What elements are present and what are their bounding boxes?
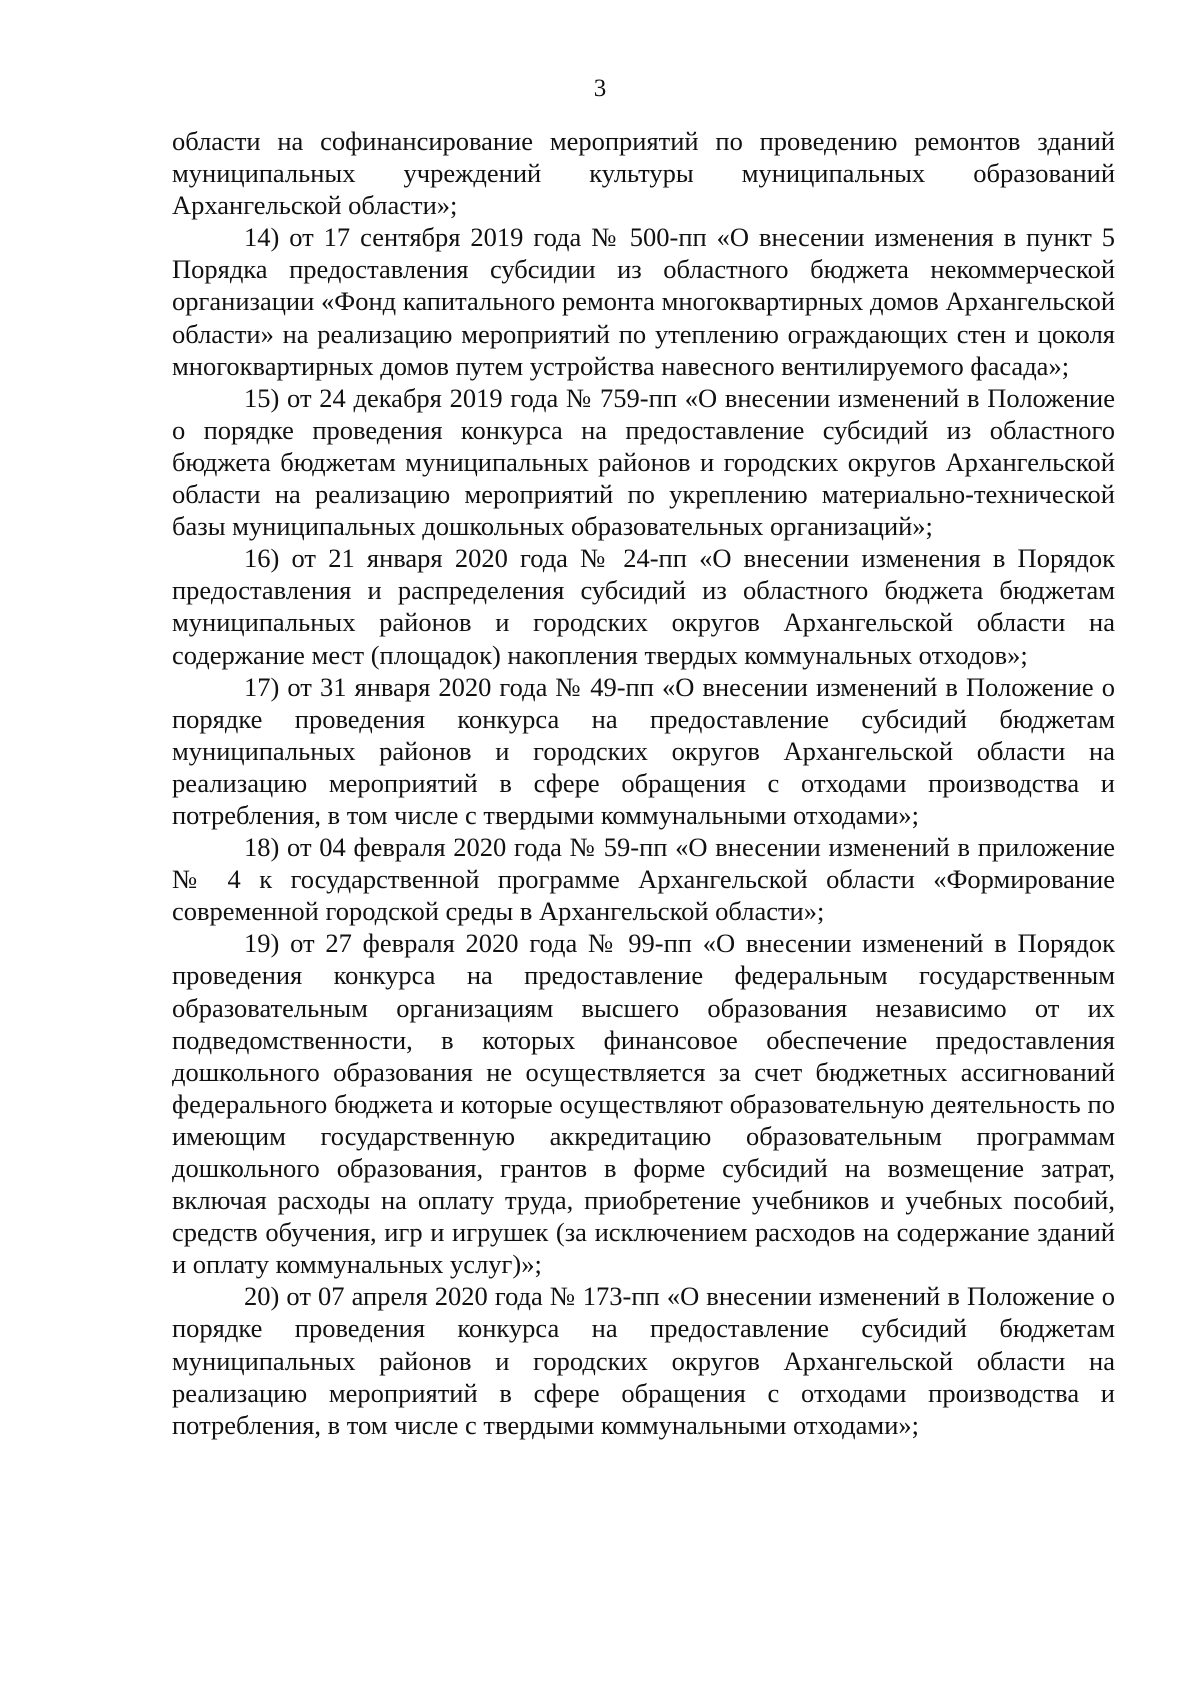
paragraph-item-19: 19) от 27 февраля 2020 года № 99-пп «О внесении изменений в Порядок проведения конкурса на предоставление федеральным государственным образовательным организациям высшего образования независимо от их подведомственности, в которых финансовое обеспечение предоставления дошкольного образования не осуществляется за счет бюджетных ассигнований федерального бюджета и которые осуществляют образовательную деятельность по имеющим государственную аккредитацию образовательным программам дошкольного образования, грантов в форме субсидий на возмещение затрат, включая расходы на оплату труда, приобретение учебников и учебных пособий, средств обучения, игр и игрушек (за исключением расходов на содержание зданий и оплату коммунальных услуг)»; <box>172 928 1115 1280</box>
page-number: 3 <box>593 75 607 102</box>
document-body <box>172 125 1115 1441</box>
paragraph-item-20: 20) от 07 апреля 2020 года № 173-пп «О внесении изменений в Положение о порядке проведения конкурса на предоставление субсидий бюджетам муниципальных районов и городских округов Архангельской области на реализацию мероприятий в сфере обращения с отходами производства и потребления, в том числе с твердыми коммунальными отходами»; <box>172 1281 1115 1440</box>
paragraph-item-15: 15) от 24 декабря 2019 года № 759-пп «О внесении изменений в Положение о порядке проведения конкурса на предоставление субсидий из областного бюджета бюджетам муниципальных районов и городских округов Архангельской области на реализацию мероприятий по укреплению материально-технической базы муниципальных дошкольных образовательных организаций»; <box>172 382 1115 542</box>
paragraph-item-18: 18) от 04 февраля 2020 года № 59-пп «О внесении изменений в приложение № 4 к государственной программе Архангельской области «Формирование современной городской среды в Архангельской области»; <box>172 832 1115 927</box>
paragraph-item-16: 16) от 21 января 2020 года № 24-пп «О внесении изменения в Порядок предоставления и распределения субсидий из областного бюджета бюджетам муниципальных районов и городских округов Архангельской области на содержание мест (площадок) накопления твердых коммунальных отходов»; <box>172 543 1115 670</box>
paragraph-item-17: 17) от 31 января 2020 года № 49-пп «О внесении изменений в Положение о порядке проведения конкурса на предоставление субсидий бюджетам муниципальных районов и городских округов Архангельской области на реализацию мероприятий в сфере обращения с отходами производства и потребления, в том числе с твердыми коммунальными отходами»; <box>172 671 1115 830</box>
paragraph-item-14: 14) от 17 сентября 2019 года № 500-пп «О внесении изменения в пункт 5 Порядка предоставления субсидии из областного бюджета некоммерческой организации «Фонд капитального ремонта многоквартирных домов Архангельской области» на реализацию мероприятий по утеплению ограждающих стен и цоколя многоквартирных домов путем устройства навесного вентилируемого фасада»; <box>172 222 1115 381</box>
paragraph-item-13-continuation: области на софинансирование мероприятий по проведению ремонтов зданий муниципальных учреждений культуры муниципальных образований Архангельской области»; <box>172 126 1115 221</box>
